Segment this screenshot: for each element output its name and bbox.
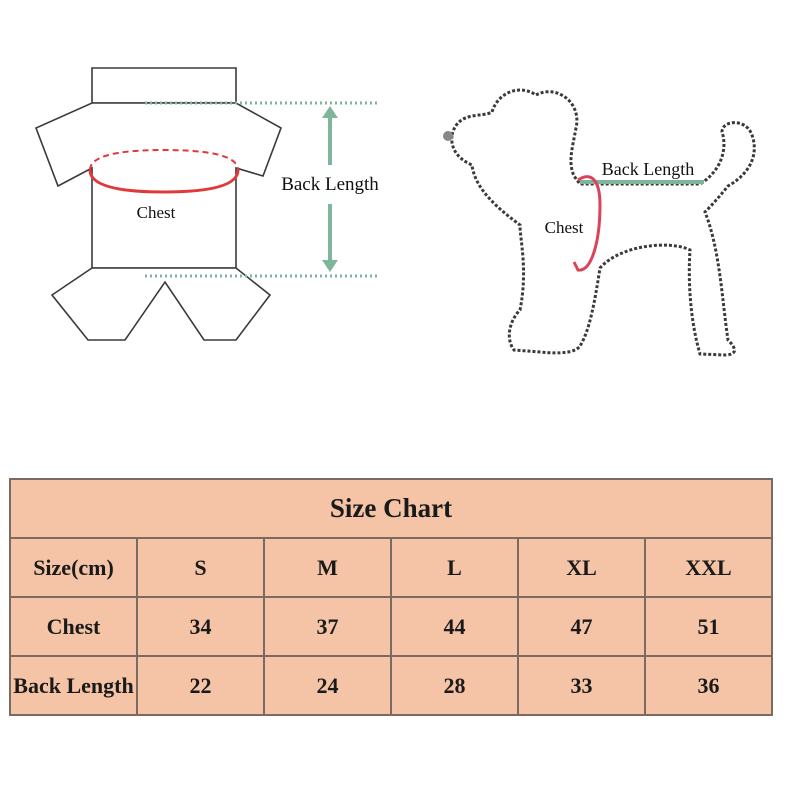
row-label-back-length: Back Length (10, 656, 137, 715)
header-cell: XXL (645, 538, 772, 597)
size-chart-title: Size Chart (10, 479, 772, 538)
header-cell: S (137, 538, 264, 597)
dog-nose (443, 131, 453, 141)
table-title-row (10, 479, 772, 538)
garment-arrowhead-down (322, 260, 338, 272)
table-cell: 24 (264, 656, 391, 715)
header-cell: L (391, 538, 518, 597)
garment-chest-label: Chest (136, 203, 176, 222)
table-cell: 36 (645, 656, 772, 715)
garment-upper-body (36, 103, 281, 268)
table-cell: 51 (645, 597, 772, 656)
table-cell: 44 (391, 597, 518, 656)
garment-arrowhead-up (322, 106, 338, 118)
table-cell: 33 (518, 656, 645, 715)
table-cell: 34 (137, 597, 264, 656)
row-label-chest: Chest (10, 597, 137, 656)
header-cell: XL (518, 538, 645, 597)
garment-back-length-label: Back Length (281, 174, 379, 195)
dog-chest-label: Chest (544, 218, 584, 237)
size-chart-table (9, 478, 773, 716)
dog-back-length-label: Back Length (601, 159, 695, 179)
garment-lower-legs (52, 268, 270, 340)
dog-outline (452, 90, 755, 355)
header-cell: M (264, 538, 391, 597)
garment-illustration (36, 68, 380, 340)
table-cell: 37 (264, 597, 391, 656)
header-cell: Size(cm) (10, 538, 137, 597)
table-cell: 28 (391, 656, 518, 715)
table-cell: 22 (137, 656, 264, 715)
table-row (10, 597, 772, 656)
table-row (10, 656, 772, 715)
garment-collar (92, 68, 236, 103)
table-cell: 47 (518, 597, 645, 656)
dog-illustration (443, 90, 754, 355)
table-header-row (10, 538, 772, 597)
